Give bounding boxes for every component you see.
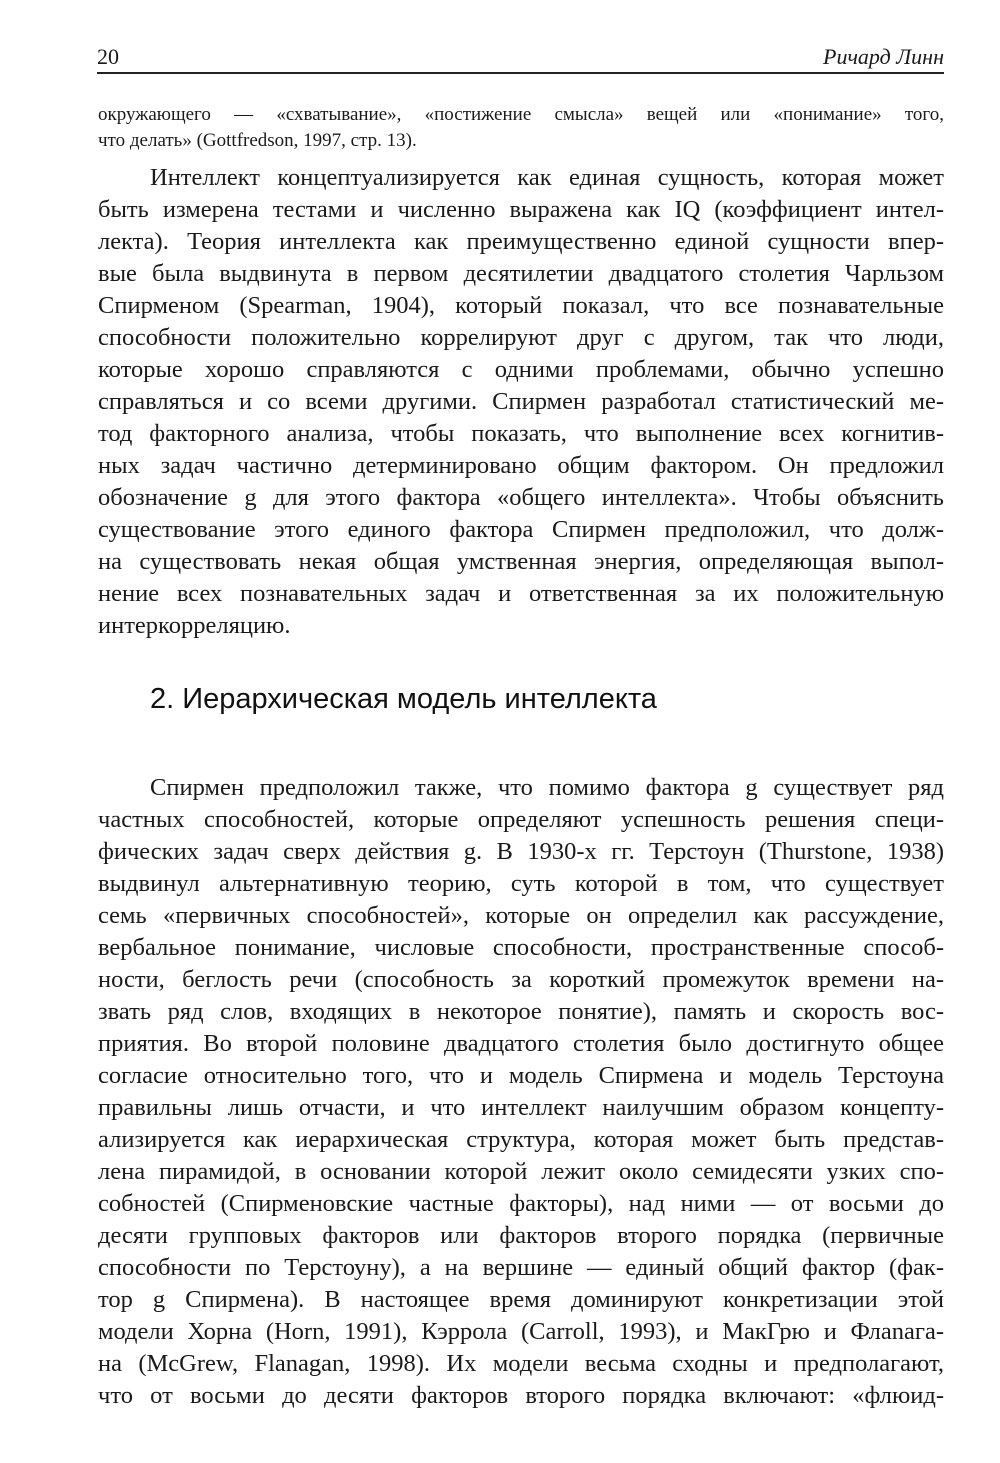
- section-heading: 2. Иерархическая модель интеллекта: [150, 683, 657, 715]
- text-line: ных задач частично детерминировано общим фактором. Он предложил: [98, 452, 944, 479]
- page-number: 20: [97, 44, 119, 69]
- text-line: фических задач сверх действия g. В 1930-х гг. Терстоун (Thurstone, 1938): [98, 838, 944, 865]
- text-line: быть измерена тестами и численно выражена как IQ (коэффициент интел-: [98, 196, 944, 223]
- text-line: приятия. Во второй половине двадцатого столетия было достигнуто общее: [98, 1030, 944, 1057]
- text-line: выдвинул альтернативную теорию, суть которой в том, что существует: [98, 870, 944, 897]
- text-line: десяти групповых факторов или факторов второго порядка (первичные: [98, 1222, 944, 1249]
- text-line: нение всех познавательных задач и ответственная за их положительную: [98, 580, 944, 607]
- text-line: ализируется как иерархическая структура, которая может быть представ-: [98, 1126, 944, 1153]
- text-line: что от восьми до десяти факторов второго порядка включают: «флюид-: [98, 1382, 944, 1409]
- text-line: Интеллект концептуализируется как единая сущность, которая может: [150, 164, 944, 191]
- text-line: которые хорошо справляются с одними проблемами, обычно успешно: [98, 356, 944, 383]
- text-line: на существовать некая общая умственная энергия, определяющая выпол-: [98, 548, 944, 575]
- text-line: семь «первичных способностей», которые он определил как рассуждение,: [98, 902, 944, 929]
- text-line: Спирменом (Spearman, 1904), который показал, что все познавательные: [98, 292, 944, 319]
- text-line: ности, беглость речи (способность за короткий промежуток времени на-: [98, 966, 944, 993]
- text-line: правильны лишь отчасти, и что интеллект наилучшим образом концепту-: [98, 1094, 944, 1121]
- text-line: существование этого единого фактора Спирмен предположил, что долж-: [98, 516, 944, 543]
- text-line: вые была выдвинута в первом десятилетии двадцатого столетия Чарльзом: [98, 260, 944, 287]
- text-line: частных способностей, которые определяют успешность решения специ-: [98, 806, 944, 833]
- text-line: что делать» (Gottfredson, 1997, стр. 13).: [98, 130, 417, 151]
- text-line: тор g Спирмена). В настоящее время доминируют конкретизации этой: [98, 1286, 944, 1313]
- text-line: обозначение g для этого фактора «общего интеллекта». Чтобы объяснить: [98, 484, 944, 511]
- running-header: [97, 42, 944, 74]
- text-line: на (McGrew, Flanagan, 1998). Их модели весьма сходны и предполагают,: [98, 1350, 944, 1377]
- text-line: интеркорреляцию.: [98, 612, 291, 639]
- text-line: звать ряд слов, входящих в некоторое понятие), память и скорость вос-: [98, 998, 944, 1025]
- text-line: лена пирамидой, в основании которой лежит около семидесяти узких спо-: [98, 1158, 944, 1185]
- text-line: вербальное понимание, числовые способности, пространственные способ-: [98, 934, 944, 961]
- text-line: справляться и со всеми другими. Спирмен разработал статистический ме-: [98, 388, 944, 415]
- text-line: окружающего — «схватывание», «постижение смысла» вещей или «понимание» того,: [98, 104, 944, 125]
- text-line: способности положительно коррелируют друг с другом, так что люди,: [98, 324, 944, 351]
- text-line: лекта). Теория интеллекта как преимущественно единой сущности впер-: [98, 228, 944, 255]
- running-header-author: Ричард Линн: [823, 44, 944, 69]
- text-line: Спирмен предположил также, что помимо фактора g существует ряд: [150, 774, 944, 801]
- text-line: способности по Терстоуну), а на вершине — единый общий фактор (фак-: [98, 1254, 944, 1281]
- text-line: согласие относительно того, что и модель Спирмена и модель Терстоуна: [98, 1062, 944, 1089]
- text-line: собностей (Спирменовские частные факторы), над ними — от восьми до: [98, 1190, 944, 1217]
- text-line: тод факторного анализа, чтобы показать, что выполнение всех когнитив-: [98, 420, 944, 447]
- text-line: модели Хорна (Horn, 1991), Кэррола (Carroll, 1993), и МакГрю и Флanaгa-: [98, 1318, 944, 1345]
